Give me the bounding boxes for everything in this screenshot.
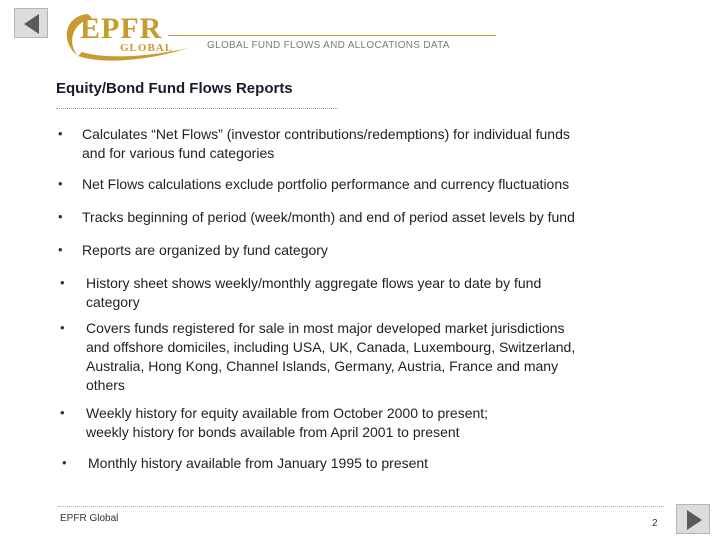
triangle-right-icon bbox=[677, 505, 711, 535]
bullet-line: and for various fund categories bbox=[82, 145, 275, 161]
bullet-line: others bbox=[86, 377, 125, 393]
bullet-text-1 bbox=[82, 125, 570, 163]
bullet-marker: • bbox=[60, 405, 65, 420]
bullet-marker: • bbox=[58, 176, 63, 191]
header-divider bbox=[168, 35, 496, 36]
footer-divider bbox=[58, 506, 664, 507]
triangle-left-icon bbox=[15, 9, 49, 39]
bullet-marker: • bbox=[58, 209, 63, 224]
next-slide-button[interactable] bbox=[676, 504, 710, 534]
bullet-line: Covers funds registered for sale in most major developed market jurisdictions bbox=[86, 320, 565, 336]
bullet-text-4 bbox=[82, 241, 328, 260]
bullet-line: Monthly history available from January 1995 to present bbox=[88, 455, 429, 471]
bullet-line: Net Flows calculations exclude portfolio performance and currency fluctuations bbox=[82, 176, 570, 192]
title-divider bbox=[56, 108, 338, 109]
header-tagline: GLOBAL FUND FLOWS AND ALLOCATIONS DATA bbox=[207, 40, 450, 51]
bullet-line: and offshore domiciles, including USA, UK, Canada, Luxembourg, Switzerland, bbox=[86, 339, 576, 355]
bullet-marker: • bbox=[58, 126, 63, 141]
bullet-line: Tracks beginning of period (week/month) and end of period asset levels by fund bbox=[82, 209, 575, 225]
bullet-line: History sheet shows weekly/monthly aggregate flows year to date by fund bbox=[86, 275, 542, 291]
bullet-line: Weekly history for equity available from October 2000 to present; bbox=[86, 405, 489, 421]
bullet-line: Reports are organized by fund category bbox=[82, 242, 328, 258]
bullet-line: Calculates “Net Flows” (investor contributions/redemptions) for individual funds bbox=[82, 126, 570, 142]
bullet-marker: • bbox=[60, 320, 65, 335]
footer-company: EPFR Global bbox=[60, 513, 119, 524]
bullet-line: category bbox=[86, 294, 140, 310]
logo-sub-text: GLOBAL bbox=[120, 42, 174, 54]
bullet-text-6 bbox=[86, 319, 575, 395]
epfr-global-logo bbox=[58, 6, 198, 62]
bullet-text-8 bbox=[88, 454, 428, 473]
page-title: Equity/Bond Fund Flows Reports bbox=[56, 80, 293, 97]
logo-main-text: EPFR bbox=[80, 12, 163, 45]
bullet-marker: • bbox=[62, 455, 67, 470]
bullet-marker: • bbox=[60, 275, 65, 290]
bullet-line: Australia, Hong Kong, Channel Islands, Germany, Austria, France and many bbox=[86, 358, 559, 374]
bullet-text-3 bbox=[82, 208, 575, 227]
bullet-text-7 bbox=[86, 404, 488, 442]
bullet-text-2 bbox=[82, 175, 569, 194]
bullet-text-5 bbox=[86, 274, 541, 312]
page-number: 2 bbox=[652, 518, 658, 529]
previous-slide-button[interactable] bbox=[14, 8, 48, 38]
bullet-line: weekly history for bonds available from April 2001 to present bbox=[86, 424, 460, 440]
bullet-marker: • bbox=[58, 242, 63, 257]
